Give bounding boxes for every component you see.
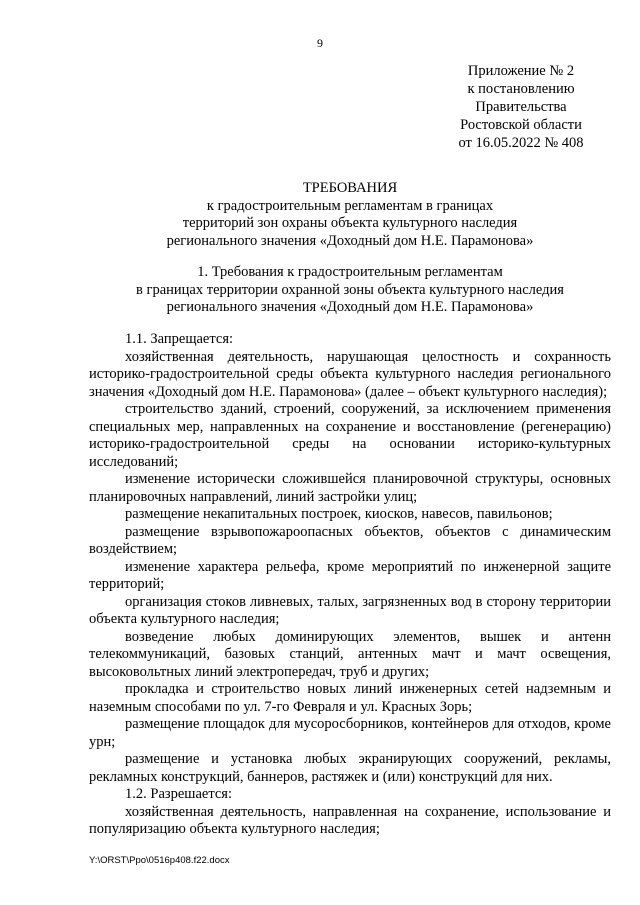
clause-heading: 1.2. Разрешается: [125,786,232,802]
paragraph: изменение характера рельефа, кроме мероприятий по инженерной защите территорий; [89,558,611,592]
section-line: 1. Требования к градостроительным регламентам [197,264,503,280]
document-title [80,180,620,250]
paragraph: изменение исторически сложившейся планировочной структуры, основных планировочных направлений, линий застройки улиц; [89,471,611,505]
paragraph: размещение и установка любых экранирующих сооружений, рекламы, рекламных конструкций, баннеров, растяжек и (или) конструкций для них. [89,751,611,785]
paragraph: размещение некапитальных построек, киосков, навесов, павильонов; [125,506,553,522]
annex-line: к постановлению [467,81,575,97]
annex-line: от 16.05.2022 № 408 [458,135,584,151]
paragraph: размещение площадок для мусоросборников, контейнеров для отходов, кроме урн; [89,716,611,750]
annex-line: Правительства [475,99,567,115]
paragraph: прокладка и строительство новых линий инженерных сетей надземным и наземным способами по ул. 7-го Февраля и ул. Красных Зорь; [89,681,611,715]
title-heading: ТРЕБОВАНИЯ [302,180,398,196]
paragraph: возведение любых доминирующих элементов, вышек и антенн телекоммуникаций, базовых станций, антенных мачт и мачт освещения, высоковольтных линий электропередач, труб и других; [89,628,611,680]
clause-heading: 1.1. Запрещается: [125,331,234,347]
title-line: к градостроительным регламентам в границах [206,197,494,214]
file-path-footer: Y:\ORST\Ppo\0516p408.f22.docx [89,855,230,866]
paragraph: размещение взрывопожароопасных объектов, объектов с динамическим воздействием; [89,523,611,557]
paragraph: хозяйственная деятельность, направленная на сохранение, использование и популяризацию объекта культурного наследия; [89,803,611,837]
section-line: регионального значения «Доходный дом Н.Е. Парамонова» [166,299,534,315]
section-1-heading [80,264,620,317]
title-line: регионального значения «Доходный дом Н.Е. Парамонова» [166,232,534,249]
annex-header [436,62,606,152]
paragraph: строительство зданий, строений, сооружений, за исключением применения специальных мер, направленных на сохранение и восстановление (регенерацию) историко-градостроительной среды на основании историко-культурных исследований; [89,401,611,470]
title-line: территорий зон охраны объекта культурного наследия [182,215,518,231]
annex-line: Приложение № 2 [467,63,575,79]
annex-line: Ростовской области [460,117,582,133]
document-body [89,331,611,839]
page-number: 9 [317,36,323,50]
paragraph: хозяйственная деятельность, нарушающая целостность и сохранность историко-градостроительной среды объекта культурного наследия регионального значения «Доходный дом Н.Е. Парамонова» (далее – объект культурного наследия); [89,348,611,400]
section-line: в границах территории охранной зоны объекта культурного наследия [136,281,564,298]
paragraph: организация стоков ливневых, талых, загрязненных вод в сторону территории объекта культурного наследия; [89,593,611,627]
